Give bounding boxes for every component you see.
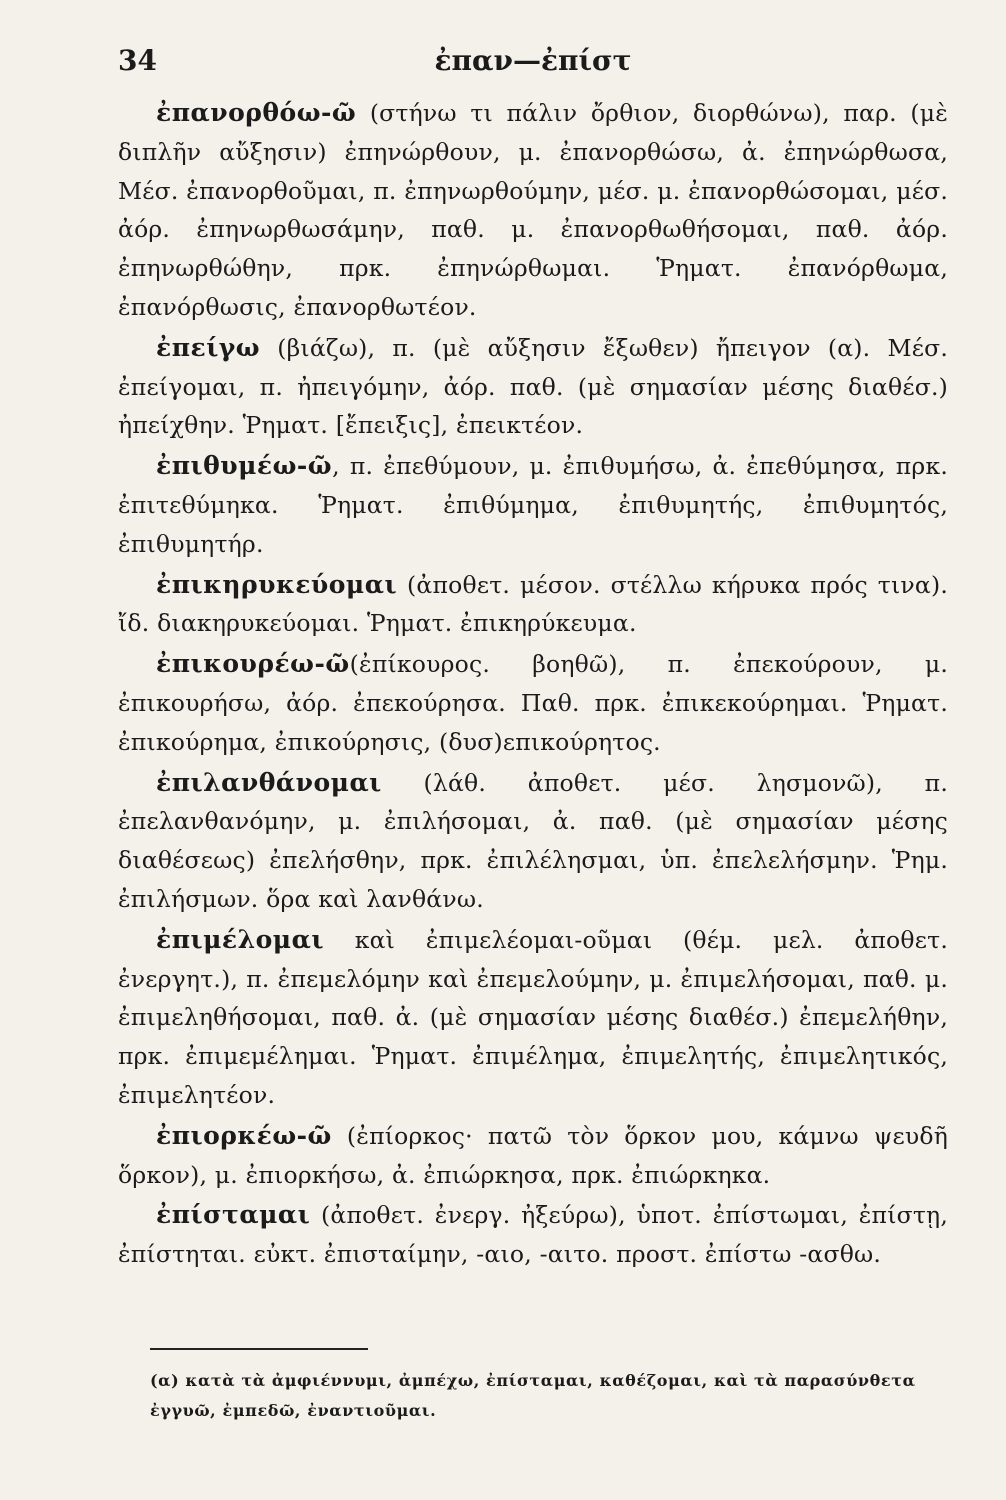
running-head: ἐπαν—ἐπίστ <box>434 44 632 77</box>
dictionary-entry <box>118 566 948 644</box>
entry-lemma: ἐπικουρέω-ῶ <box>156 649 350 679</box>
dictionary-entry <box>118 94 948 327</box>
page-header <box>118 44 948 84</box>
entry-lemma: ἐπιλανθάνομαι <box>156 767 382 797</box>
entry-lemma: ἐπίσταμαι <box>156 1200 311 1230</box>
dictionary-entry <box>118 1117 948 1195</box>
entry-text: (ἀποθετ. ἐνεργ. ἠξεύρω), ὑποτ. ἐπίστωμαι, ἐπίστῃ, ἐπίστηται. εὐκτ. ἐπισταίμην, -αιο, -αιτο. προστ. ἐπίστω -ασθω. <box>118 1201 949 1269</box>
dictionary-entry <box>118 921 948 1115</box>
entry-text: (ἀποθετ. μέσον. στέλλω κήρυκα πρός τινα). ἴδ. διακηρυκεύομαι. Ῥηματ. ἐπικηρύκευμα. <box>118 570 949 638</box>
dictionary-entry <box>118 645 948 761</box>
entry-lemma: ἐπικηρυκεύομαι <box>156 569 398 599</box>
entry-text: , π. ἐπεθύμουν, μ. ἐπιθυμήσω, ἀ. ἐπεθύμησα, πρκ. ἐπιτεθύμηκα. Ῥηματ. ἐπιθύμημα, ἐπιθυμητής, ἐπιθυμητός, ἐπιθυμητήρ. <box>118 452 948 558</box>
entry-lemma: ἐπανορθόω-ῶ <box>156 98 357 127</box>
entries-list <box>118 94 948 1276</box>
entry-text: (στήνω τι πάλιν ὄρθιον, διορθώνω), παρ. (μὲ διπλῆν αὔξησιν) ἐπηνώρθουν, μ. ἐπανορθώσω, ἀ. ἐπηνώρθωσα, Μέσ. ἐπανορθοῦμαι, π. ἐπηνωρθούμην, μέσ. μ. ἐπανορθώσομαι, μέσ. ἀόρ. ἐπηνωρθωσάμην, παθ. μ. ἐπανορθωθήσομαι, παθ. ἀόρ. ἐπηνωρθώθην, πρκ. ἐπηνώρθωμαι. Ῥηματ. ἐπανόρθωμα, ἐπανόρθωσις, ἐπανορθωτέον. <box>118 99 949 321</box>
entry-lemma: ἐπιμέλομαι <box>156 924 324 954</box>
entry-text: (βιάζω), π. (μὲ αὔξησιν ἔξωθεν) ἤπειγον (α). Μέσ. ἐπείγομαι, π. ἠπειγόμην, ἀόρ. παθ. (μὲ σημασίαν μέσης διαθέσ.) ἠπείχθην. Ῥηματ. [ἔπειξις], ἐπεικτέον. <box>118 333 948 440</box>
entry-text: (λάθ. ἀποθετ. μέσ. λησμονῶ), π. ἐπελανθανόμην, μ. ἐπιλήσομαι, ἀ. παθ. (μὲ σημασίαν μέσης διαθέσεως) ἐπελήσθην, πρκ. ἐπιλέλησμαι, ὑπ. ἐπελελήσμην. Ῥημ. ἐπιλήσμων. ὅρα καὶ λανθάνω. <box>118 768 948 913</box>
page-number: 34 <box>118 44 157 77</box>
entry-text: (ἐπίκουρος. βοηθῶ), π. ἐπεκούρουν, μ. ἐπικουρήσω, ἀόρ. ἐπεκούρησα. Παθ. πρκ. ἐπικεκούρημαι. Ῥηματ. ἐπικούρημα, ἐπικούρησις, (δυσ)επικούρητος. <box>118 650 948 756</box>
entry-text: καὶ ἐπιμελέομαι-οῦμαι (θέμ. μελ. ἀποθετ. ἐνεργητ.), π. ἐπεμελόμην καὶ ἐπεμελούμην, μ. ἐπιμελήσομαι, παθ. μ. ἐπιμεληθήσομαι, παθ. ἀ. (μὲ σημασίαν μέσης διαθέσ.) ἐπεμελήθην, πρκ. ἐπιμεμέλημαι. Ῥηματ. ἐπιμέλημα, ἐπιμελητής, ἐπιμελητικός, ἐπιμελητέον. <box>118 925 949 1109</box>
entry-lemma: ἐπιορκέω-ῶ <box>156 1120 332 1150</box>
dictionary-entry <box>118 1196 948 1274</box>
entry-lemma: ἐπιθυμέω-ῶ <box>156 451 333 481</box>
dictionary-entry <box>118 447 948 563</box>
dictionary-entry <box>118 329 948 445</box>
footnote: (α) κατὰ τὰ ἀμφιέννυμι, ἀμπέχω, ἐπίσταμαι, καθέζομαι, καὶ τὰ παρασύνθετα ἐγγυῶ, ἐμπεδῶ, ἐναντιοῦμαι. <box>150 1371 916 1420</box>
entry-text: (ἐπίορκος· πατῶ τὸν ὅρκον μου, κάμνω ψευδῆ ὅρκον), μ. ἐπιορκήσω, ἀ. ἐπιώρκησα, πρκ. ἐπιώρκηκα. <box>118 1121 948 1189</box>
dictionary-entry <box>118 764 948 919</box>
entry-lemma: ἐπείγω <box>156 332 261 362</box>
footnote-divider <box>150 1348 368 1350</box>
